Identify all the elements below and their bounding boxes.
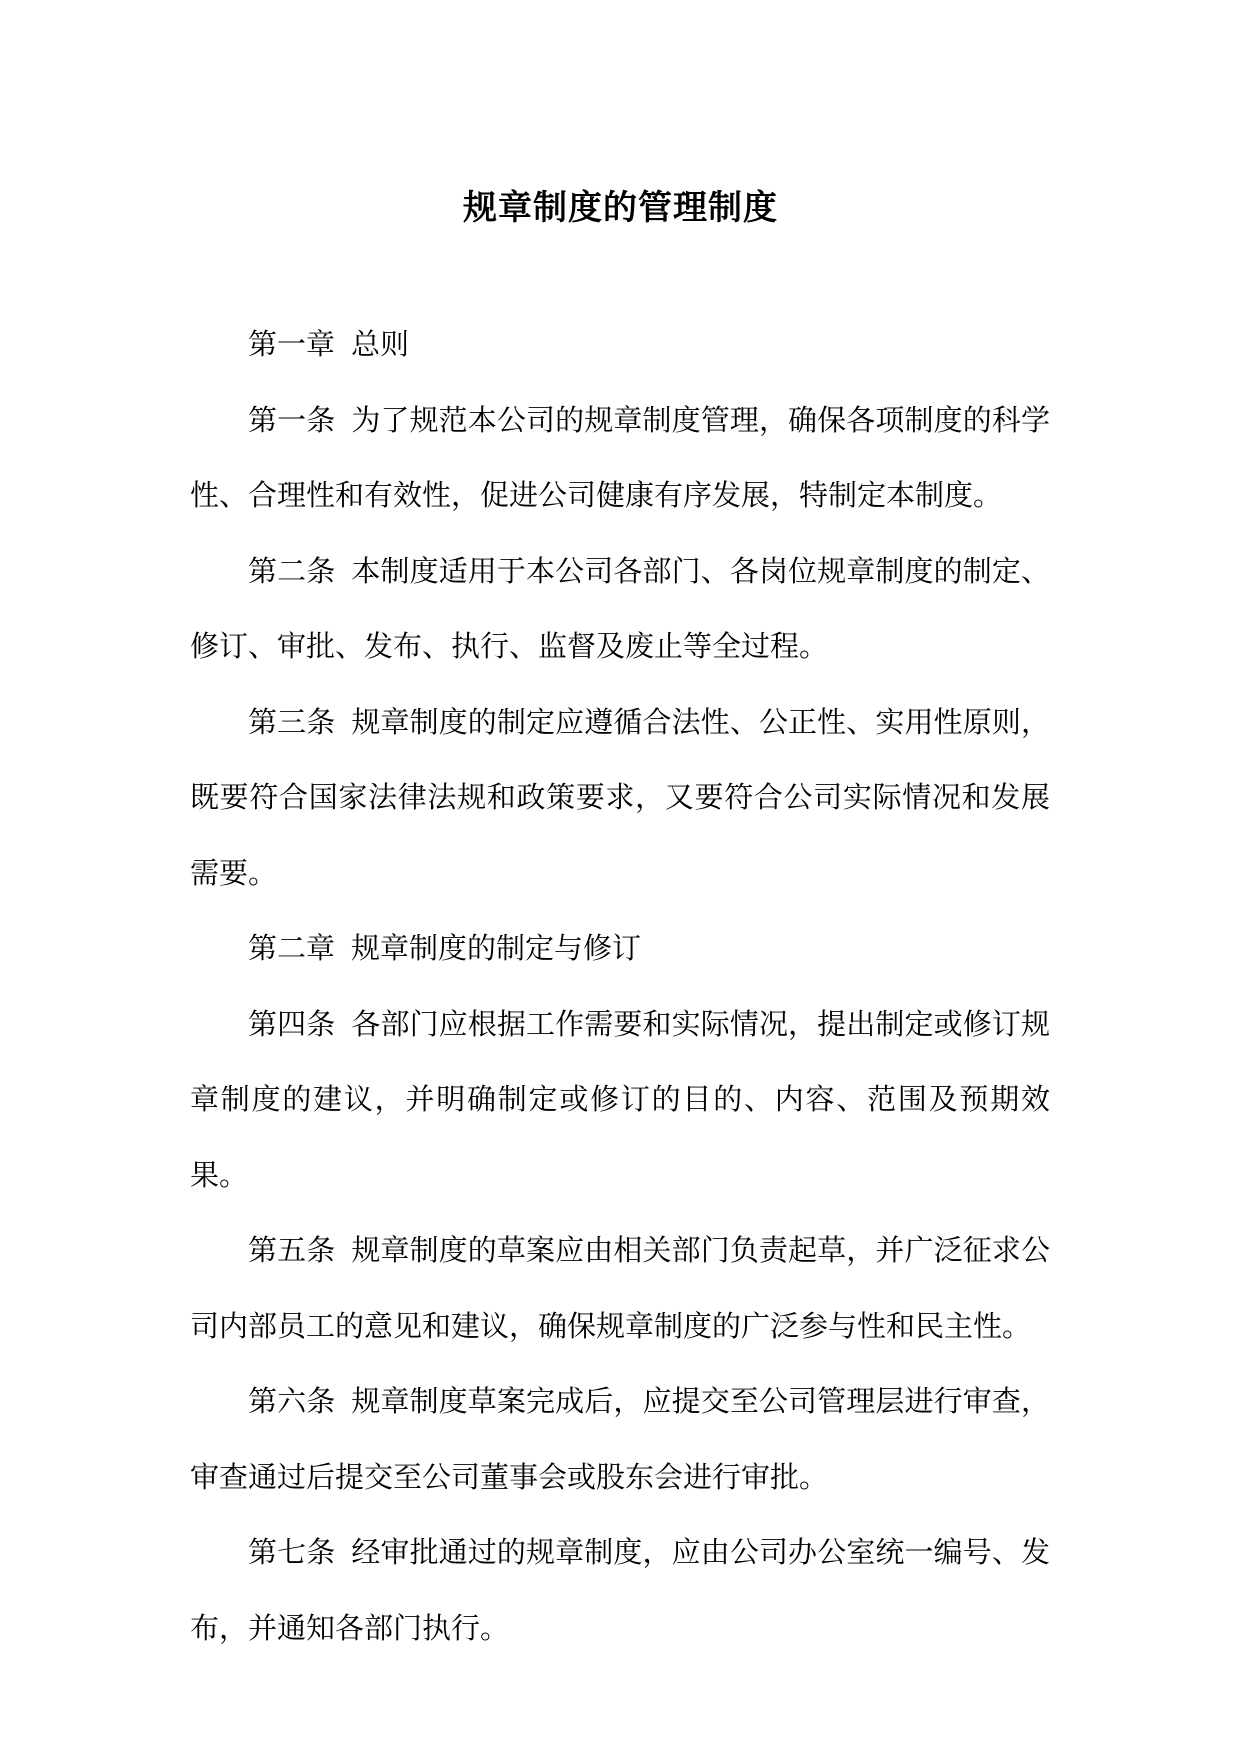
article-number: 第一条 bbox=[248, 402, 336, 437]
article-text: 为了规范本公司的规章制度管理，确保各项制度的科学性、合理性和有效性，促进公司健康有序发展，特制定本制度。 bbox=[190, 402, 1050, 512]
article-text: 本制度适用于本公司各部门、各岗位规章制度的制定、修订、审批、发布、执行、监督及废止等全过程。 bbox=[190, 553, 1050, 663]
article-paragraph bbox=[190, 1213, 1050, 1364]
article-text: 规章制度草案完成后，应提交至公司管理层进行审查，审查通过后提交至公司董事会或股东会进行审批。 bbox=[190, 1384, 1050, 1494]
article-paragraph bbox=[190, 1515, 1050, 1666]
chapter-heading bbox=[190, 911, 1050, 987]
chapter-number: 第二章 bbox=[248, 931, 336, 965]
chapter-title: 总则 bbox=[351, 327, 410, 361]
article-number: 第七条 bbox=[248, 1535, 336, 1569]
article-number: 第三条 bbox=[248, 704, 336, 739]
article-number: 第五条 bbox=[248, 1233, 336, 1267]
article-text: 规章制度的制定应遵循合法性、公正性、实用性原则，既要符合国家法律法规和政策要求，又要符合公司实际情况和发展需要。 bbox=[190, 704, 1050, 890]
chapter-heading bbox=[190, 307, 1050, 383]
article-paragraph bbox=[190, 685, 1050, 912]
article-number: 第四条 bbox=[248, 1006, 336, 1041]
article-paragraph bbox=[190, 534, 1050, 685]
article-text: 各部门应根据工作需要和实际情况，提出制定或修订规章制度的建议，并明确制定或修订的目的、内容、范围及预期效果。 bbox=[190, 1006, 1050, 1192]
article-number: 第二条 bbox=[248, 553, 336, 588]
chapter-number: 第一章 bbox=[248, 327, 336, 361]
chapter-title: 规章制度的制定与修订 bbox=[351, 931, 642, 965]
article-paragraph bbox=[190, 987, 1050, 1214]
article-number: 第六条 bbox=[248, 1384, 336, 1418]
document-title: 规章制度的管理制度 bbox=[463, 188, 778, 228]
document-body bbox=[190, 307, 1050, 1666]
article-paragraph bbox=[190, 1364, 1050, 1515]
article-paragraph bbox=[190, 383, 1050, 534]
article-text: 经审批通过的规章制度，应由公司办公室统一编号、发布，并通知各部门执行。 bbox=[190, 1535, 1050, 1645]
article-text: 规章制度的草案应由相关部门负责起草，并广泛征求公司内部员工的意见和建议，确保规章制度的广泛参与性和民主性。 bbox=[190, 1233, 1050, 1343]
